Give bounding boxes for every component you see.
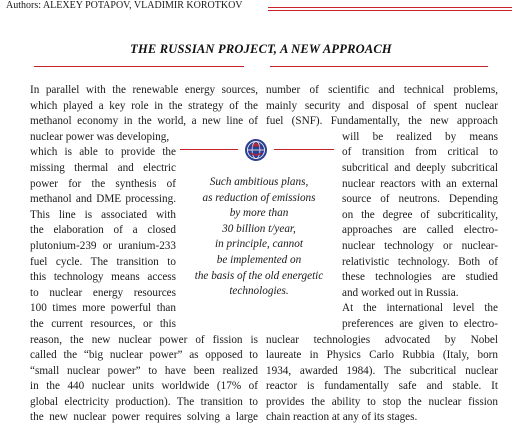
right-line: nuclear technology or nuclear-	[342, 239, 498, 252]
left-line: called the “big nuclear power” as opposed to	[30, 349, 258, 362]
right-line: nuclear reactors with an external	[342, 177, 498, 190]
right-line: number of scientific and technical problems,	[266, 84, 498, 96]
pull-quote-line: 30 billion t/year,	[222, 222, 296, 235]
left-line: the elaboration of a closed	[30, 224, 176, 237]
left-line: 100 times more powerful than	[30, 302, 176, 315]
right-line: provides the ability to stop the nuclear fission	[266, 395, 498, 408]
left-line: power for the synthesis of	[30, 177, 176, 190]
left-line: plutonium-239 or uranium-233	[30, 239, 176, 252]
left-line: the current resources, or this	[30, 317, 176, 330]
left-line: nuclear power was developing,	[30, 130, 170, 143]
left-line: the new nuclear power requires solving a large	[30, 411, 258, 424]
pull-quote-line: technologies.	[229, 285, 289, 298]
pull-quote-line: be implemented on	[216, 253, 302, 266]
left-line: global electricity production). The transition to	[30, 395, 258, 408]
right-line: and worked out in Russia.	[342, 286, 459, 299]
pull-quote-line: Such ambitious plans,	[209, 176, 309, 188]
right-line: these technologies are studied	[342, 271, 498, 284]
right-line: laureate in Physics Carlo Rubbia (Italy, born	[266, 349, 498, 362]
left-line: in the 440 nuclear units worldwide (17% of	[30, 380, 258, 393]
pull-quote-line: the basis of the old energetic	[194, 269, 324, 282]
left-line: this technology means access	[30, 271, 176, 284]
right-line: subcritical and deeply subcritical	[342, 161, 498, 174]
right-line: approaches are called electro-	[342, 224, 498, 237]
left-line: which played a key role in the strategy of the	[30, 99, 258, 112]
right-line: nuclear technologies advocated by Nobel	[266, 333, 498, 346]
right-line: mainly security and disposal of spent nuclear	[266, 99, 498, 112]
title-rule-left	[34, 66, 244, 67]
left-line: which is able to provide the	[30, 146, 176, 159]
left-line: methanol economy in the world, a new line of	[30, 115, 258, 128]
globe-emblem-icon	[244, 138, 268, 162]
pull-quote-line: as reduction of emissions	[202, 191, 316, 204]
title-rule-right	[270, 66, 488, 67]
left-line: “small nuclear power” to have been realized	[30, 364, 258, 377]
left-line: fuel cycle. The transition to	[30, 255, 176, 268]
pull-quote	[184, 175, 334, 300]
article-authors: Authors: ALEXEY POTAPOV, VLADIMIR KOROTKOV	[6, 0, 243, 11]
right-line: will be realized by means	[342, 130, 498, 143]
right-line: 1934, awarded 1984). The subcritical nuclear	[266, 364, 498, 377]
left-line: This line is associated with	[30, 208, 176, 221]
left-line: methanol and DME processing.	[30, 193, 176, 206]
right-line: relativistic technology. Both of	[342, 255, 498, 268]
right-line: on the degree of subcriticality,	[342, 208, 498, 221]
pull-quote-line: by more than	[229, 207, 289, 220]
pullquote-rule-left	[180, 149, 238, 150]
right-line: of transition from critical to	[342, 146, 498, 159]
left-line: missing thermal and electric	[30, 161, 176, 174]
left-line: reason, the new nuclear power of fission is	[30, 333, 258, 346]
article-title: THE RUSSIAN PROJECT, A NEW APPROACH	[130, 42, 392, 56]
right-line: reactor is fundamentally safe and stable. It	[266, 380, 498, 393]
header-rule-lower	[268, 10, 512, 11]
pullquote-rule-right	[274, 149, 334, 150]
right-line: source of neutrons. Depending	[342, 193, 498, 206]
left-line: to nuclear energy resources	[30, 286, 176, 299]
right-line: preferences are given to electro-	[342, 317, 498, 330]
right-line: chain reaction at any of its stages.	[266, 411, 418, 424]
right-line: fuel (SNF). Fundamentally, the new approach	[266, 115, 498, 128]
header-rule	[268, 7, 512, 8]
left-line: In parallel with the renewable energy sources,	[30, 84, 258, 96]
pull-quote-line: in principle, cannot	[215, 238, 303, 251]
right-line: At the international level the	[342, 302, 498, 315]
